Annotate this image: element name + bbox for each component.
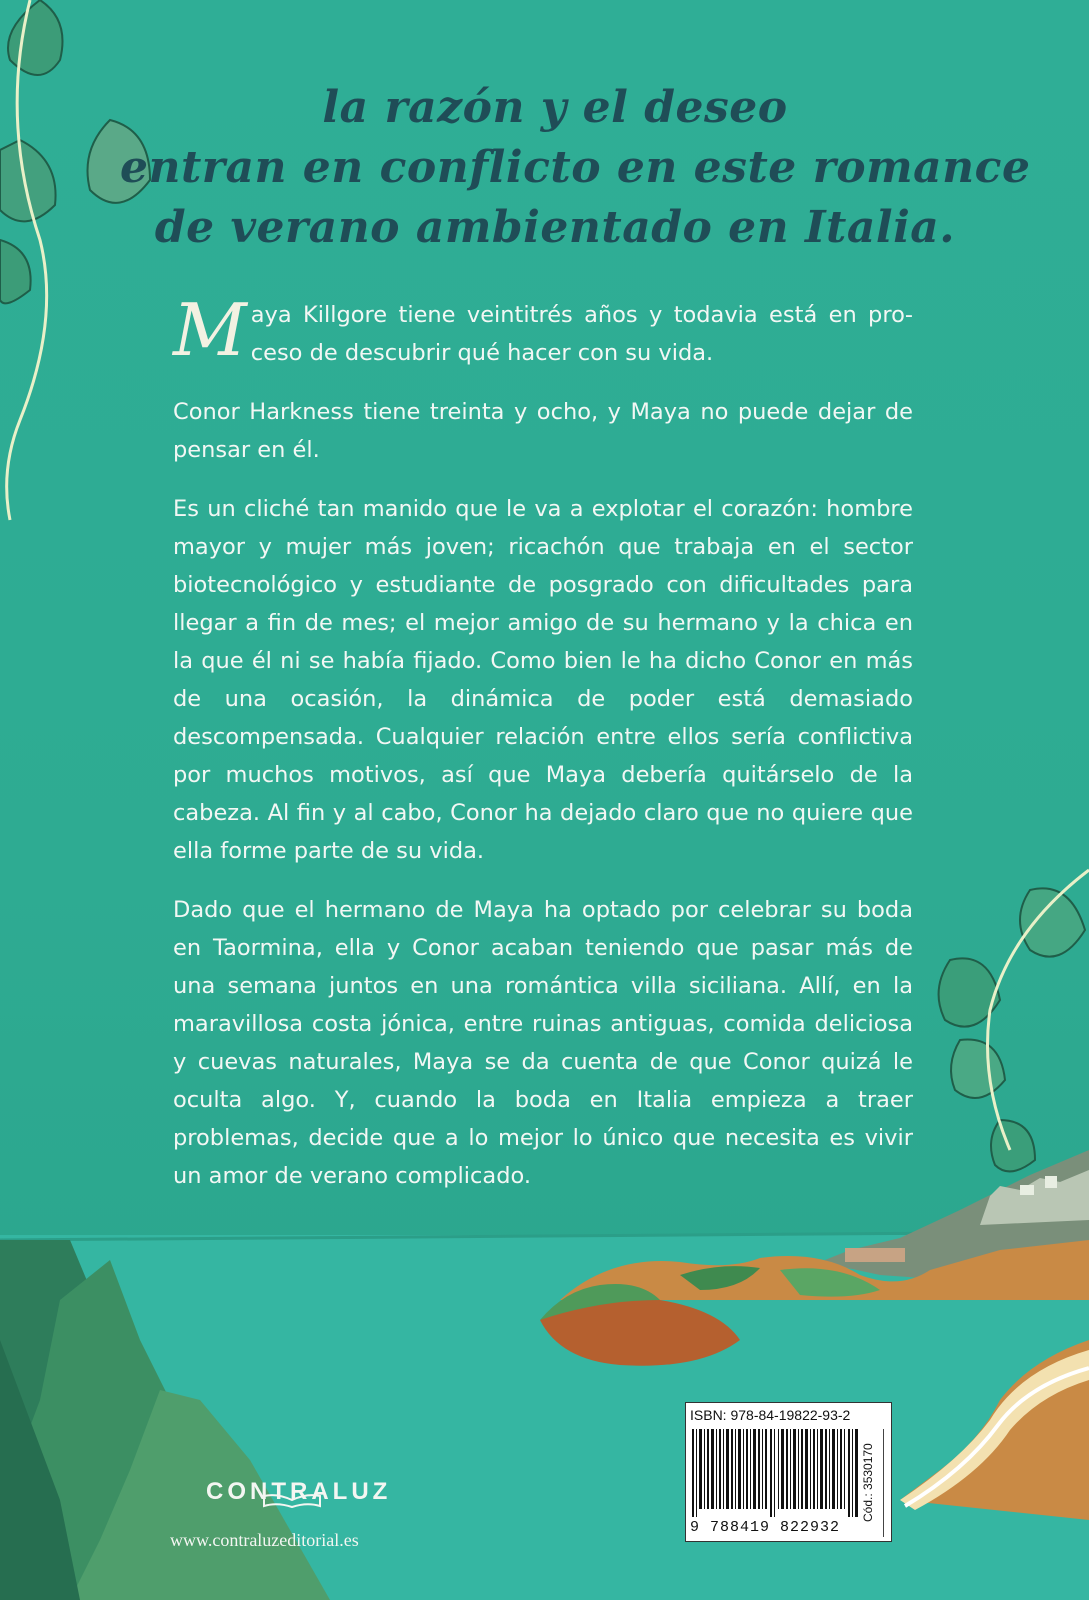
blurb-paragraph-2: Conor Harkness tiene treinta y ocho, y Maya no puede dejar de pensar en él. [173,399,913,463]
cod-label: Cód.: 3530170 [861,1429,884,1537]
isbn-label: ISBN: 978-84-19822-93-2 [690,1407,851,1423]
tagline-line-2: entran en conflicto en este romance [120,142,1031,193]
vine-leaves-right-illustration [939,870,1089,1171]
blurb-paragraph-4: Dado que el hermano de Maya ha optado por celebrar su boda en Taormina, ella y Conor acaban teniendo que pasar más de una semana juntos en una romántica villa siciliana. Allí, en la maravillosa costa jónica, entre ruinas antiguas, comida deliciosa y cuevas naturales, Maya se da cuenta de que Conor quizá le oculta algo. Y, cuando la boda en Italia empieza a traer problemas, decide que a lo mejor lo único que necesita es vivir un amor de verano complicado. [173,897,913,1189]
drop-cap: M [173,288,247,372]
barcode-box [685,1402,892,1542]
blurb-paragraph-3: Es un cliché tan manido que le va a explotar el corazón: hombre mayor y mujer más joven; ricachón que trabaja en el sector biotecnológico y estudiante de posgrado con dificultades para llegar a fin de mes; el mejor amigo de su hermano y la chica en la que él ni se había fijado. Como bien le ha dicho Conor en más de una ocasión, la dinámica de poder está demasiado descompensada. Cualquier relación entre ellos sería conflictiva por muchos motivos, así que Maya debería quitárselo de la cabeza. Al fin y al cabo, Conor ha dejado claro que no quiere que ella forme parte de su vida. [173,496,913,864]
tagline-line-1: la razón y el deseo [322,82,788,133]
blurb-paragraph-1-text: aya Killgore tiene veintitrés años y todavia está en proceso de descubrir qué hacer con su vida. [250,302,913,366]
publisher-website[interactable]: www.contraluzeditorial.es [170,1530,359,1550]
blurb [173,288,913,1216]
barcode-digits: 9 788419 822932 [690,1519,841,1536]
tagline [120,78,1031,258]
open-book-icon [262,1494,322,1508]
blurb-paragraph-1 [173,288,913,372]
publisher-logo: CONTRALUZ [206,1478,392,1505]
tagline-line-3: de verano ambientado en Italia. [154,202,956,253]
barcode [692,1429,860,1517]
